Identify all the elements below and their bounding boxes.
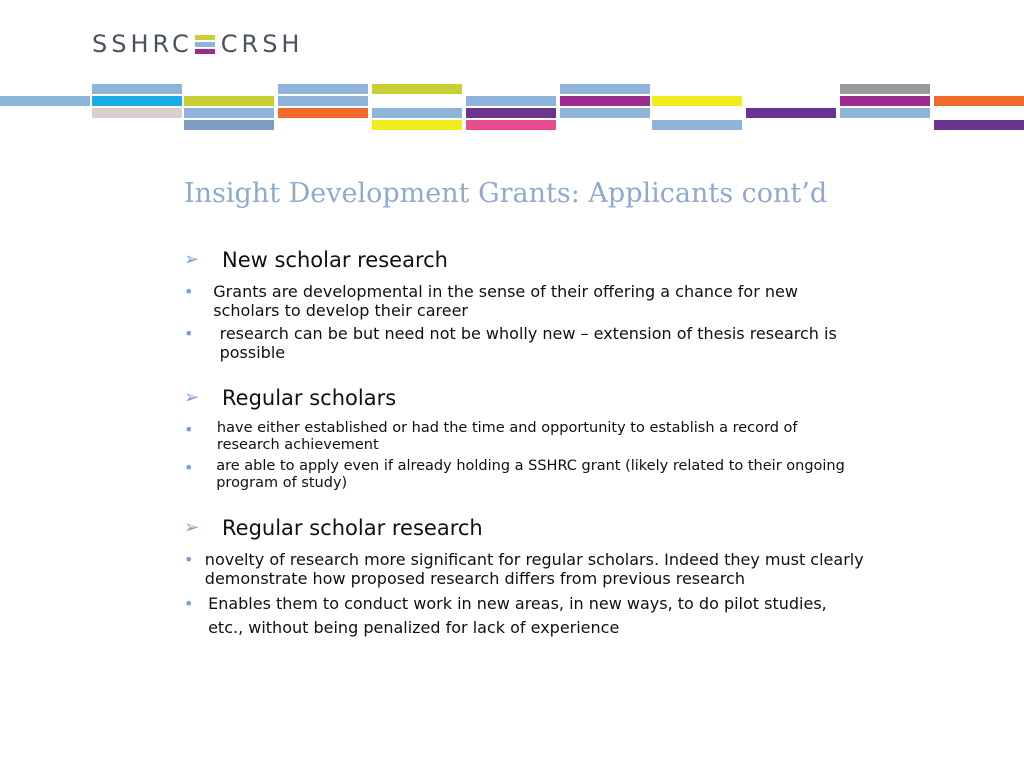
dot-bullet-icon: • bbox=[184, 282, 194, 301]
color-tile bbox=[652, 120, 742, 130]
logo-mark-bar-1 bbox=[195, 35, 215, 40]
dot-bullet-icon: • bbox=[184, 420, 194, 439]
section-new-scholar-research bbox=[184, 246, 864, 362]
color-tile bbox=[466, 120, 556, 130]
list-item bbox=[184, 324, 864, 362]
color-tile bbox=[560, 96, 650, 106]
list-item-text: have either established or had the time and opportunity to establish a record of research achievement bbox=[216, 420, 798, 453]
section-regular-scholar-research bbox=[184, 514, 864, 640]
section-heading-text: New scholar research bbox=[222, 248, 448, 272]
arrow-bullet-icon: ➢ bbox=[184, 517, 200, 538]
logo-mark-bar-2 bbox=[195, 42, 215, 47]
color-tile bbox=[466, 108, 556, 118]
list-item bbox=[184, 458, 864, 492]
color-tile bbox=[466, 96, 556, 106]
slide-content bbox=[184, 246, 864, 662]
color-tile bbox=[278, 84, 368, 94]
list-item-text: Enables them to conduct work in new areas, in new ways, to do pilot studies, etc., without being penalized for lack of experience bbox=[208, 594, 827, 637]
dot-bullet-icon: • bbox=[184, 594, 194, 613]
color-tile bbox=[184, 108, 274, 118]
color-tile bbox=[278, 96, 368, 106]
color-tile bbox=[92, 84, 182, 94]
arrow-bullet-icon: ➢ bbox=[184, 249, 200, 270]
color-tile bbox=[372, 84, 462, 94]
color-tile bbox=[934, 120, 1024, 130]
dot-bullet-icon: • bbox=[184, 324, 194, 343]
color-tile bbox=[92, 96, 182, 106]
logo-mark-icon bbox=[195, 34, 215, 55]
color-tile bbox=[372, 120, 462, 130]
color-tile bbox=[840, 84, 930, 94]
list-item-text: novelty of research more significant for regular scholars. Indeed they must clearly demonstrate how proposed research differs from previous research bbox=[204, 550, 864, 588]
section-heading bbox=[184, 246, 864, 274]
section-heading bbox=[184, 514, 864, 542]
section-heading bbox=[184, 384, 864, 412]
list-item bbox=[184, 282, 864, 320]
decorative-color-band bbox=[0, 84, 1024, 134]
dot-bullet-icon: • bbox=[184, 458, 194, 477]
color-tile bbox=[652, 96, 742, 106]
dot-bullet-icon: • bbox=[184, 550, 194, 569]
list-item-text: are able to apply even if already holding a SSHRC grant (likely related to their ongoing program of study) bbox=[216, 458, 845, 491]
color-tile bbox=[840, 96, 930, 106]
sshrc-logo bbox=[92, 30, 303, 58]
color-tile bbox=[840, 108, 930, 118]
logo-text-left: SSHRC bbox=[92, 30, 193, 58]
color-tile bbox=[184, 96, 274, 106]
color-tile bbox=[560, 108, 650, 118]
arrow-bullet-icon: ➢ bbox=[184, 387, 200, 408]
logo-mark-bar-3 bbox=[195, 49, 215, 54]
list-item-text: research can be but need not be wholly new – extension of thesis research is possible bbox=[219, 324, 837, 362]
color-tile bbox=[560, 84, 650, 94]
list-item bbox=[184, 420, 864, 454]
color-tile bbox=[746, 108, 836, 118]
section-regular-scholars bbox=[184, 384, 864, 492]
slide-title: Insight Development Grants: Applicants cont’d bbox=[184, 178, 828, 209]
list-item-text: Grants are developmental in the sense of their offering a chance for new scholars to develop their career bbox=[213, 282, 798, 320]
color-tile bbox=[934, 96, 1024, 106]
section-heading-text: Regular scholars bbox=[222, 386, 397, 410]
list-item bbox=[184, 550, 864, 588]
color-tile bbox=[184, 120, 274, 130]
list-item bbox=[184, 592, 864, 640]
color-tile bbox=[92, 108, 182, 118]
color-tile bbox=[278, 108, 368, 118]
section-heading-text: Regular scholar research bbox=[222, 516, 483, 540]
color-tile bbox=[372, 108, 462, 118]
logo-text-right: CRSH bbox=[220, 30, 304, 58]
color-tile bbox=[0, 96, 90, 106]
